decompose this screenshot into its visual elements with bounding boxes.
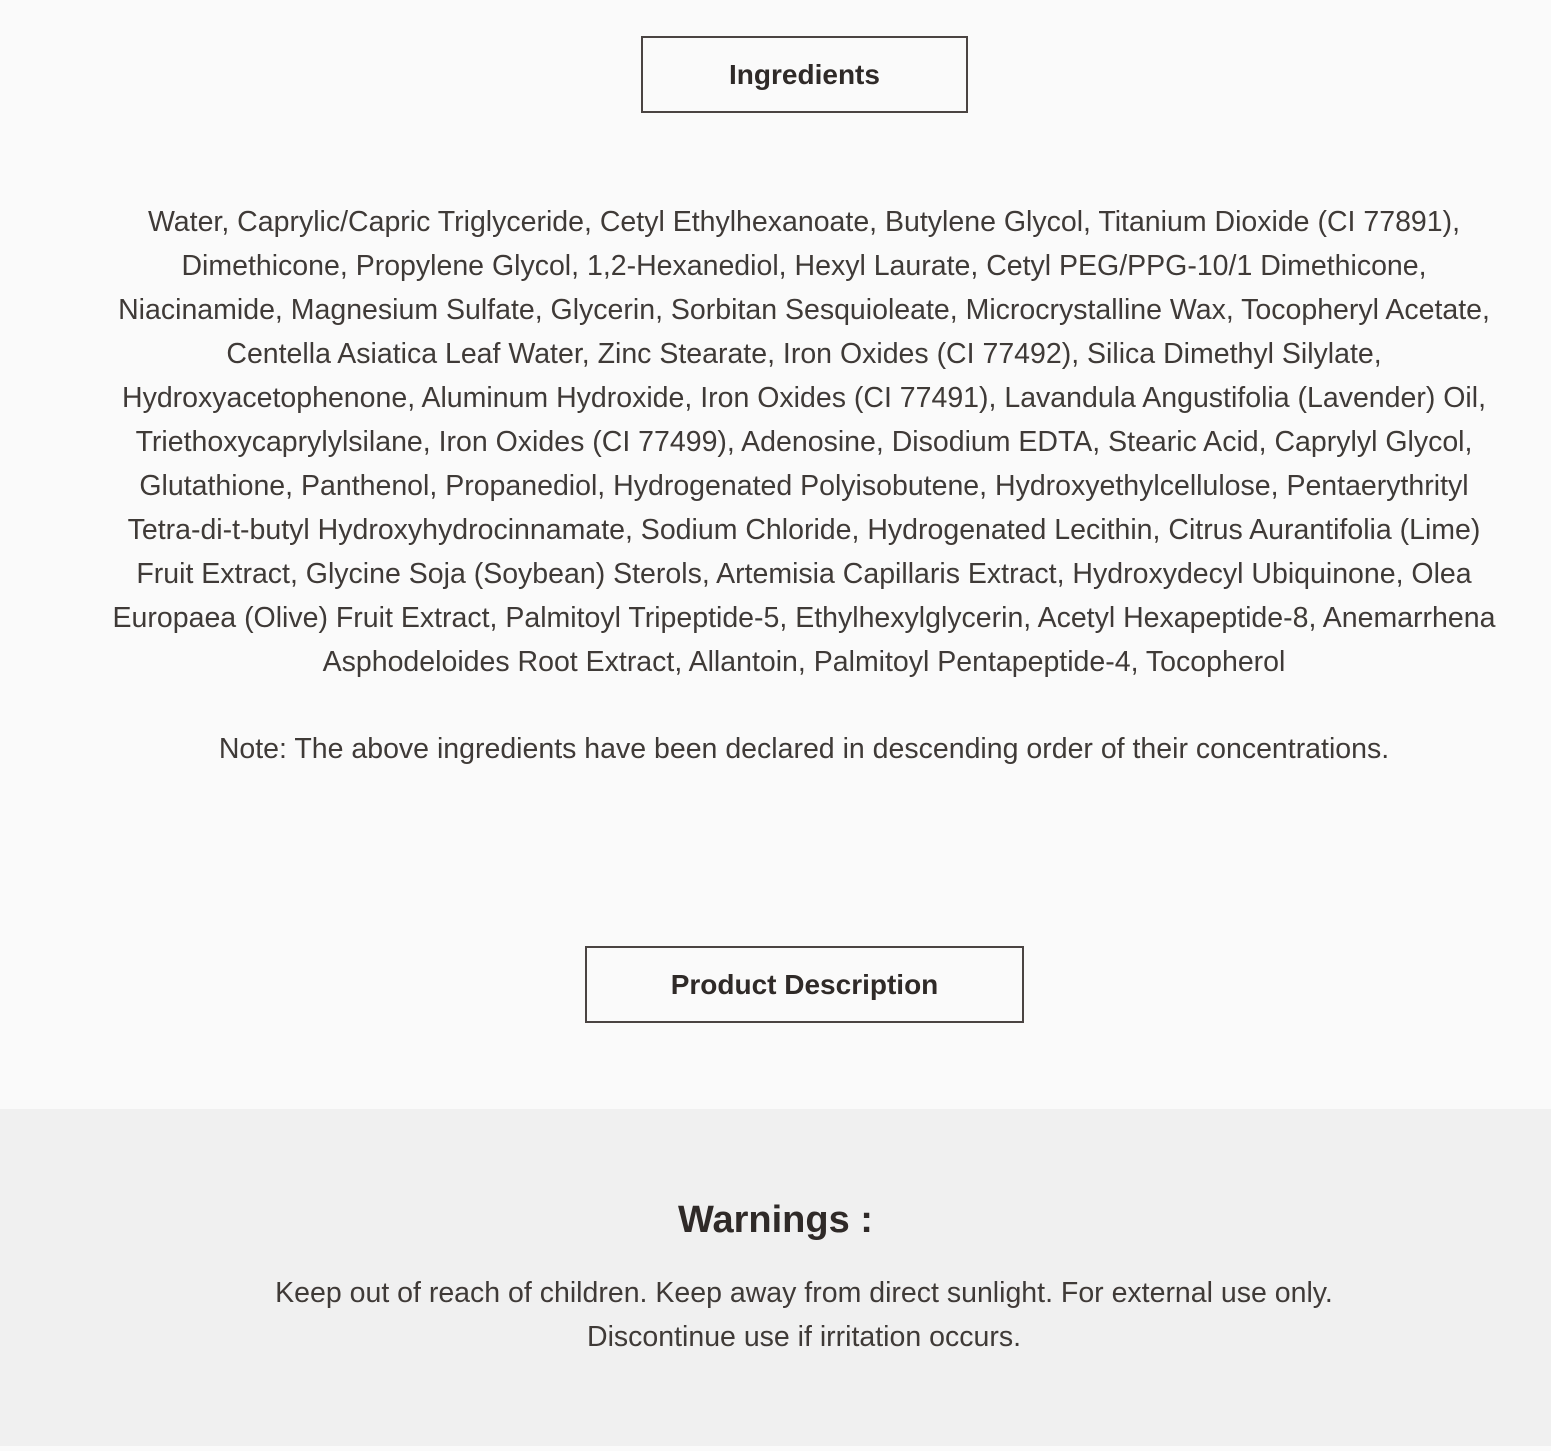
ingredients-note: Note: The above ingredients have been declared in descending order of their concentrations. (218, 733, 1390, 765)
warnings-text (200, 1271, 1408, 1359)
warnings-section (0, 1109, 1551, 1446)
warnings-line-2: Discontinue use if irritation occurs. (586, 1321, 1021, 1353)
product-description-tab-button[interactable]: Product Description (585, 946, 1024, 1023)
warnings-line-1: Keep out of reach of children. Keep away from direct sunlight. For external use only. (275, 1277, 1333, 1309)
ingredients-list-text: Water, Caprylic/Capric Triglyceride, Cetyl Ethylhexanoate, Butylene Glycol, Titanium Dioxide (CI 77891), Dimethicone, Propylene Glycol, 1,2-Hexanediol, Hexyl Laurate, Cetyl PEG/PPG-10/1 Dimethicone, Niacinamide, Magnesium Sulfate, Glycerin, Sorbitan Sesquioleate, Microcrystalline Wax, Tocopheryl Acetate, Centella Asiatica Leaf Water, Zinc Stearate, Iron Oxides (CI 77492), Silica Dimethyl Silylate, Hydroxyacetophenone, Aluminum Hydroxide, Iron Oxides (CI 77491), Lavandula Angustifolia (Lavender) Oil, Triethoxycaprylylsilane, Iron Oxides (CI 77499), Adenosine, Disodium EDTA, Stearic Acid, Caprylyl Glycol, Glutathione, Panthenol, Propanediol, Hydrogenated Polyisobutene, Hydroxyethylcellulose, Pentaerythrityl Tetra-di-t-butyl Hydroxyhydrocinnamate, Sodium Chloride, Hydrogenated Lecithin, Citrus Aurantifolia (Lime) Fruit Extract, Glycine Soja (Soybean) Sterols, Artemisia Capillaris Extract, Hydroxydecyl Ubiquinone, Olea Europaea (Olive) Fruit Extract, Palmitoyl Tripeptide-5, Ethylhexylglycerin, Acetyl Hexapeptide-8, Anemarrhena Asphodeloides Root Extract, Allantoin, Palmitoyl Pentapeptide-4, Tocopherol (112, 206, 1496, 678)
warnings-title: Warnings : (678, 1199, 873, 1241)
ingredients-tab-button[interactable]: Ingredients (641, 36, 968, 113)
bottom-divider (0, 1446, 1551, 1451)
